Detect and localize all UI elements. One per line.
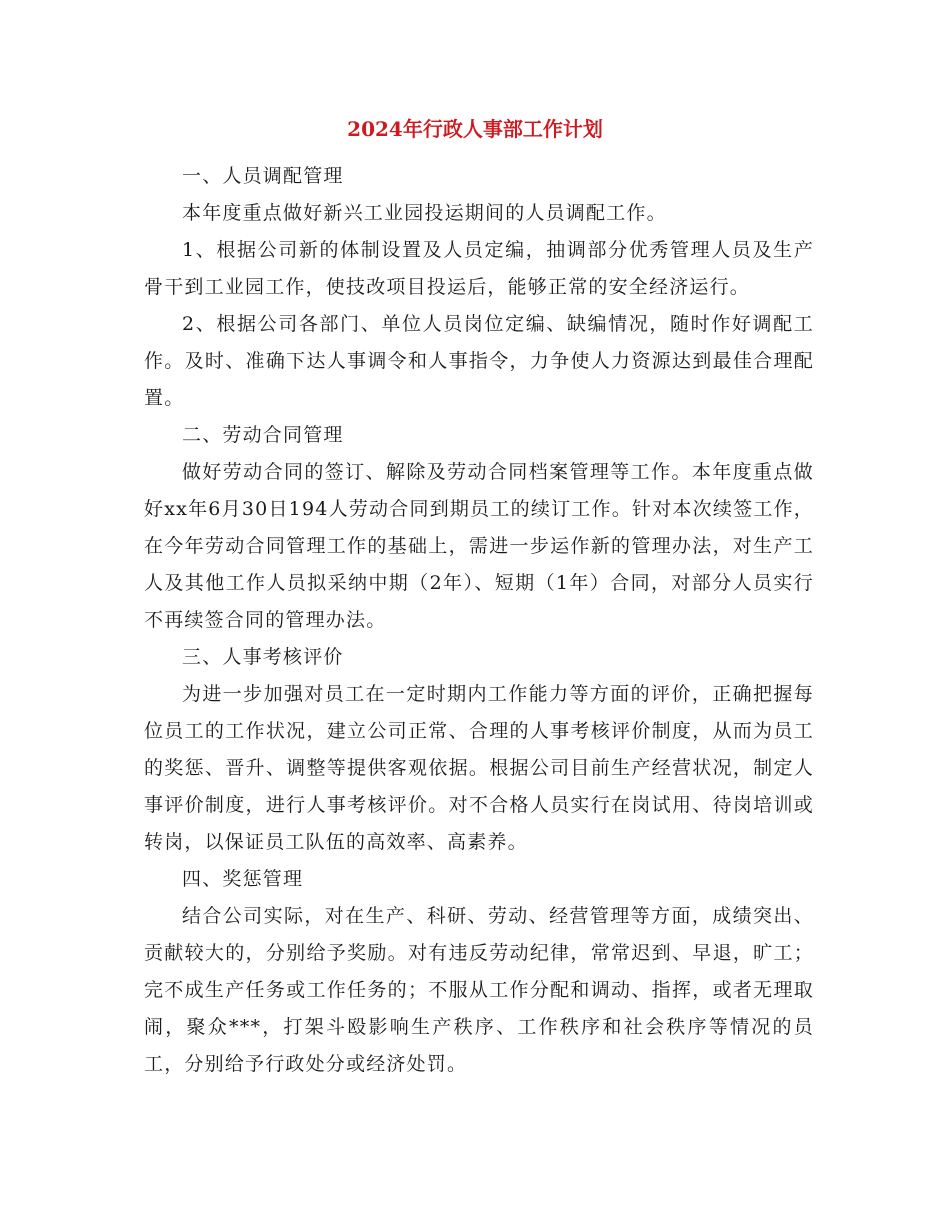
document-title: 2024年行政人事部工作计划 xyxy=(347,117,603,141)
section-heading-assessment: 三、人事考核评价 xyxy=(182,646,344,668)
section-heading-rewards-penalties: 四、奖惩管理 xyxy=(182,868,304,890)
paragraph: 本年度重点做好新兴工业园投运期间的人员调配工作。 xyxy=(182,202,667,224)
section-heading-staffing: 一、人员调配管理 xyxy=(182,165,344,187)
paragraph: 结合公司实际，对在生产、科研、劳动、经营管理等方面，成绩突出、贡献较大的，分别给予奖励。对有违反劳动纪律，常常迟到、早退，旷工；完不成生产任务或工作任务的；不服从工作分配和调动、指挥，或者无理取闹，聚众***，打架斗殴影响生产秩序、工作秩序和社会秩序等情况的员工，分别给予行政处分或经济处罚。 xyxy=(144,905,814,1075)
paragraph: 做好劳动合同的签订、解除及劳动合同档案管理等工作。本年度重点做好xx年6月30日194人劳动合同到期员工的续订工作。针对本次续签工作，在今年劳动合同管理工作的基础上，需进一步运作新的管理办法，对生产工人及其他工作人员拟采纳中期（2年）、短期（1年）合同，对部分人员实行不再续签合同的管理办法。 xyxy=(144,461,814,631)
paragraph: 2、根据公司各部门、单位人员岗位定编、缺编情况，随时作好调配工作。及时、准确下达人事调令和人事指令，力争使人力资源达到最佳合理配置。 xyxy=(144,313,814,409)
section-heading-labor-contract: 二、劳动合同管理 xyxy=(182,424,344,446)
paragraph: 为进一步加强对员工在一定时期内工作能力等方面的评价，正确把握每位员工的工作状况，建立公司正常、合理的人事考核评价制度，从而为员工的奖惩、晋升、调整等提供客观依据。根据公司目前生产经营状况，制定人事评价制度，进行人事考核评价。对不合格人员实行在岗试用、待岗培训或转岗，以保证员工队伍的高效率、高素养。 xyxy=(144,683,814,853)
paragraph: 1、根据公司新的体制设置及人员定编，抽调部分优秀管理人员及生产骨干到工业园工作，使技改项目投运后，能够正常的安全经济运行。 xyxy=(144,239,814,298)
document-body xyxy=(144,158,814,1083)
